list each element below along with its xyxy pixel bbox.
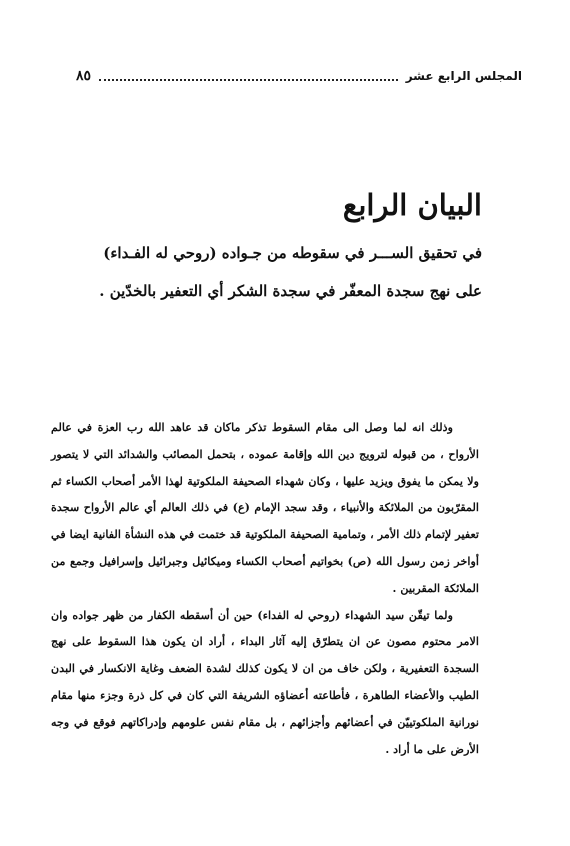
body-paragraph-2: ولما تيقّن سيد الشهداء (روحي له الفداء) حين أن أسقطه الكفار من ظهر جواده وان الامر محتوم مصون عن ان يتطرّق إليه آثار البداء ، أراد ان يكون هذا السقوط على نهج السجدة التعفيرية ، ولكن خاف من ان لا يكون كذلك لشدة الضعف وغاية الانكسار في البدن الطيب والأعضاء الطاهرة ، فأطاعته أعضاؤه الشريفة التي كان في كل ذرة وجزء منها مقام نورانية الملكوتييّن في أعضائهم وأجزائهم ، بل مقام نفس علومهم وإدراكاتهم فوقع في وجه الأرض على ما أراد . xyxy=(51,607,479,756)
section-subtitle-line-2: على نهج سجدة المعفّر في سجدة الشكر أي التعفير بالخدّين . xyxy=(99,282,482,300)
running-header xyxy=(76,66,522,86)
chapter-header-title: المجلس الرابع عشر xyxy=(405,69,522,83)
body-paragraph-1: وذلك انه لما وصل الى مقام السقوط تذكر ماكان قد عاهد الله رب العزة في عالم الأرواح ، من قبوله لترويج دين الله وإقامة عموده ، بتحمل المصائب والشدائد التي لا يتصور ولا يمكن ما يفوق ويزيد عليها ، وكان شهداء الصحيفة الملكوتية لهذا الأمر أصحاب الكساء ثم المقرّبون من الملائكة والأنبياء ، وقد سجد الإمام (ع) في ذلك العالم أي عالم الأرواح سجدة تعفير لإتمام ذلك الأمر ، وتمامية الصحيفة الملكوتية قد ختمت في هذه النشأة الفانية ايضا في أواخر زمن رسول الله (ص) بخواتيم أصحاب الكساء وميكائيل وجبرائيل وإسرافيل وجمع من الملائكة المقربين . xyxy=(51,420,479,595)
body-text xyxy=(51,414,479,762)
section-title: البيان الرابع xyxy=(342,188,482,222)
header-dot-leader xyxy=(99,79,398,81)
section-subtitle-line-1: في تحقيق الســـر في سقوطه من جـواده (روحي له الفـداء) xyxy=(103,244,482,262)
page-number: ٨٥ xyxy=(76,68,92,84)
